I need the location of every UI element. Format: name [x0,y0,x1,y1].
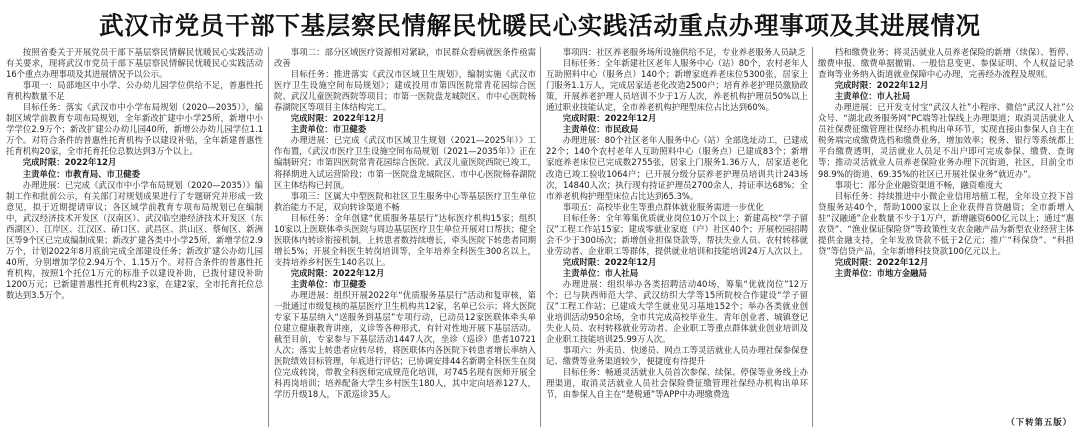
item-meta-line: 完成时限：2022年12月 [562,113,657,124]
article-paragraph: 事项四：社区养老服务场所设施供给不足，专业养老服务人员缺乏 [562,47,806,57]
item-meta-line: 主责单位：市卫健委 [290,278,367,289]
article-paragraph: 事项三：区属大中型医院和社区卫生服务中心等基层医疗卫生单位救治能力不足，双向转诊渠道不畅 [274,190,536,212]
article-paragraph: 办理进展：已完成《武汉市中小学布局规划（2020—2035）》编制工作和批前公示，有关部门对规划成果进行了专题研究并形成一致意见，拟于近期提请审议；各区域学前教育专项布局规划已在编制中，武汉经济技术开发区（汉南区）、武汉临空港经济技术开发区（东西湖区）、江岸区、江汉区、硚口区、武昌区、洪山区、蔡甸区、新洲区等9个区已完成编制成果；新改扩建各类中小学25所，新增学位2.9万个，计划2022年8月底前完成全部建设任务；新改扩建公办幼儿园40所，分别增加学位2.94万个、1.15万个。对符合条件的普惠性托育机构，按照1个托位1万元的标准予以建设补助，已拨付建设补助1200万元；已新建普惠性托育机构23家，在建2家，全市托育托位总数达到3.5万个。 [6,179,263,301]
article-paragraph: 办理进展：组织开展2022年“优质服务基层行”活动和复审核，第一批通过市级复核的基层医疗卫生机构共12家，名单已公示；将大医院专家下基层纳入“送服务到基层”专项行动，已动员12家医联体牵头单位建立健康教育讲座，义诊等各种形式，有针对性地开展下基层活动。截至目前，专家参与下基层活动1447人次，坐诊（巡诊）患者10721人次；落实上转患者应转尽转，将医联体内各医院下转患者增长率纳入医院绩效目标管理，年底进行评估；已协调安排44名新聘全科医生在岗位完成转岗，带教全科医师完成规范化培训，对745名现有医师开展全科再岗培训；培养配备大学生乡村医生180人，其中定向培养127人，学历升级18人，下派巡诊35人。 [274,290,536,400]
item-meta-line: 主责单位：市地方金融局 [834,267,927,278]
article-paragraph: 档和缴费业务；将灵活就业人员养老保险的新增（续保）、暂停、缴费申报、缴费单据撤销、一般信息变更、参保证明、个人权益记录查询等业务纳入街道就业保障中心办理，完善经办流程及规则。 [818,47,1074,80]
item-meta-line: 完成时限：2022年12月 [22,157,117,168]
article-paragraph: 目标任务：落实《武汉市中小学布局规划（2020—2035）》，编制区域学前教育专项布局规划，全年新改扩建中小学25所，新增中小学学位2.9万个；新改扩建公办幼儿园40所，新增公办幼儿园学位1.1万个。对符合条件的普惠性托育机构予以建设补贴，全年新建普惠性托育机构20家，全市托育托位总数达到3万个以上。 [6,102,263,157]
column-divider [268,47,269,427]
item-meta-line: 主责单位：市人社局 [834,91,911,102]
text-column-4 [818,47,1074,427]
article-paragraph: 办理进展：已开发支付宝“武汉人社”小程序、微信“武汉人社”公众号、“湖北政务服务网”PC端等社保线上办理渠道；取消灵活就业人员社保费征缴管理社保经办机构出单环节，实现直接由参保人自主在税务端完成缴费选档和缴费业务，增加效率；税务、银行等系统都上平台缴费透明，灵活就业人员足不出户即可完成参保、缴费、查询等；推动灵活就业人员养老保险业务办理下沉街道，社区，目前全市98.9%的街道、69.35%的社区已开展社保业务“就近办”。 [818,102,1074,179]
item-meta-line: 主责单位：市民政局 [562,124,639,135]
article-paragraph: 事项七：部分企业融资渠道不畅，融资难度大 [834,179,1003,190]
text-column-3 [546,47,808,427]
article-paragraph: 按照省委关于开展党员干部下基层察民情解民忧暖民心实践活动有关要求，现将武汉市党员干部下基层察民情解民忧暖民心实践活动16个重点办理事项及其进展情况予以公示。 [6,47,263,80]
item-meta-line: 完成时限：2022年12月 [834,80,929,91]
article-body [6,47,1076,427]
article-paragraph: 事项五：高校毕业生等重点群体就业服务需进一步优化 [562,201,764,212]
article-paragraph: 办理进展：组织举办各类招聘活动40场，筹集“优就岗位”12万个；已与陕西师范大学、武汉纺织大学等15所院校合作建设“学子留汉”工程工作站；已建成大学生就业见习基地152个；举办各类就业创业培训活动950余场，全市共完成高校毕业生、青年创业者、城镇登记失业人员、农村转移就业劳动者、企业职工等重点群体就业创业培训及企业职工技能培训25.99万人次。 [546,278,808,345]
article-paragraph: 目标任务：全年筹集优质就业岗位10万个以上；新建高校“学子留汉”工程工作站15家；建成零就业家庭（户）社区40个；开展校园招聘会不少于300场次；新增创业担保贷款等，帮扶失业人员、农村转移就业劳动者、企业职工等群体，提供就业培训和技能培训24万人次以上。 [546,212,808,256]
article-paragraph: 事项二：部分区域医疗资源相对紧缺，市民群众看病就医条件亟需改善 [274,47,536,69]
article-paragraph: 事项一：局部地区中小学、公办幼儿园学位供给不足，普惠性托育机构数量不足 [6,80,263,102]
item-meta-line: 主责单位：市教育局、市卫健委 [22,168,141,179]
item-meta-line: 主责单位：市卫健委 [290,124,367,135]
article-paragraph: 目标任务：推进落实《武汉市区域卫生规划》，编制实施《武汉市医疗卫生设施空间布局规划》；建成投用市第四医院常青花园综合医院、武汉儿童医院西院等项目；市第一医院盘龙城院区、市中心医院杨春湖院区等项目主体结构完工。 [274,69,536,113]
article-paragraph: 办理进展：80个社区老年人服务中心（站）全部选址动工，已建成22个；140个农村老年人互助照料中心（服务点）已建成83个；新增家庭养老床位已完成数2755张，居家上门服务1.36万人，居家适老化改造已竣工验收1064户；已开展分级分层养老护理员培训共计243场次，14840人次；执行现有持证护理员2700余人，持证率达68%；全市养老机构护理型床位占比达到65.3%。 [546,135,808,201]
item-meta-line: 主责单位：市人社局 [562,267,639,278]
column-divider [812,47,813,427]
article-paragraph: 目标任务：全年新建社区老年人服务中心（站）80个，农村老年人互助照料中心（服务点）140个；新增家庭养老床位5300张，居家上门服务1.1万人，完成居家适老化改造2500户；培育养老护理员激励政策，开展养老护理人员培训不少于1万人次，养老机构护理员50%以上通过职业技能认定，全市养老机构护理型床位占比达到60%。 [546,58,808,113]
page-headline: 武汉市党员干部下基层察民情解民忧暖民心实践活动重点办理事项及其进展情况 [99,10,981,40]
item-meta-line: 完成时限：2022年12月 [834,256,929,267]
item-meta-line: 完成时限：2022年12月 [290,267,385,278]
item-meta-line: 完成时限：2022年12月 [562,256,657,267]
article-paragraph: 目标任务：持续推进中小微企业信用培植工程，全年设立投下首贷服务站40个，帮助1000家以上企业获得首贷融资；全市新增入驻“汉融通”企业数量不少于1万户，新增融资600亿元以上；通过“惠农贷”、“渔业保证保险贷”等政策性支农金融产品为新型农业经营主体提供金融支持，全年发放贷款不低于2亿元；推广“科保贷”、“科担贷”等信贷产品，全年新增科技贷款100亿元以上。 [818,190,1074,256]
column-divider [540,47,541,427]
article-paragraph: 目标任务：全年创建“优质服务基层行”达标医疗机构15家；组织10家以上医联体牵头医院与周边基层医疗卫生单位开展对口帮扶；健全医联体内转诊衔接机制，上转患者数持续增长，牵头医院下转患者同期增长5%；开展全科医生转岗培训等，全年培养全科医生300名以上，支持培养乡村医生140名以上。 [274,212,536,267]
article-paragraph: 目标任务：畅通灵活就业人员首次参保、续保、停保等业务线上办理渠道，取消灵活就业人员社会保险费征缴管理社保经办机构出单环节，由参保人自主在“楚税通”等APP中办理缴费选 [546,367,808,400]
article-paragraph: 办理进展：已完成《武汉市区域卫生规划（2021—2025年）》工作布置，《武汉市医疗卫生设施空间布局规划（2021—2035年）》正在编制研究；市第四医院常青花园综合医院、武汉儿童医院西院已竣工，将择期进入试运营阶段；市第一医院盘龙城院区、市中心医院杨春湖院区主体结构已封顶。 [274,135,536,190]
text-column-2 [274,47,536,427]
item-meta-line: 完成时限：2022年12月 [290,113,385,124]
text-column-1 [6,47,263,427]
article-paragraph: 事项六：外卖员、快递员、网点工等灵活就业人员办理社保参保登记、缴费等业务渠道较少，便捷度有待提升 [546,345,808,367]
continued-note: （下转第五版） [1006,417,1072,427]
